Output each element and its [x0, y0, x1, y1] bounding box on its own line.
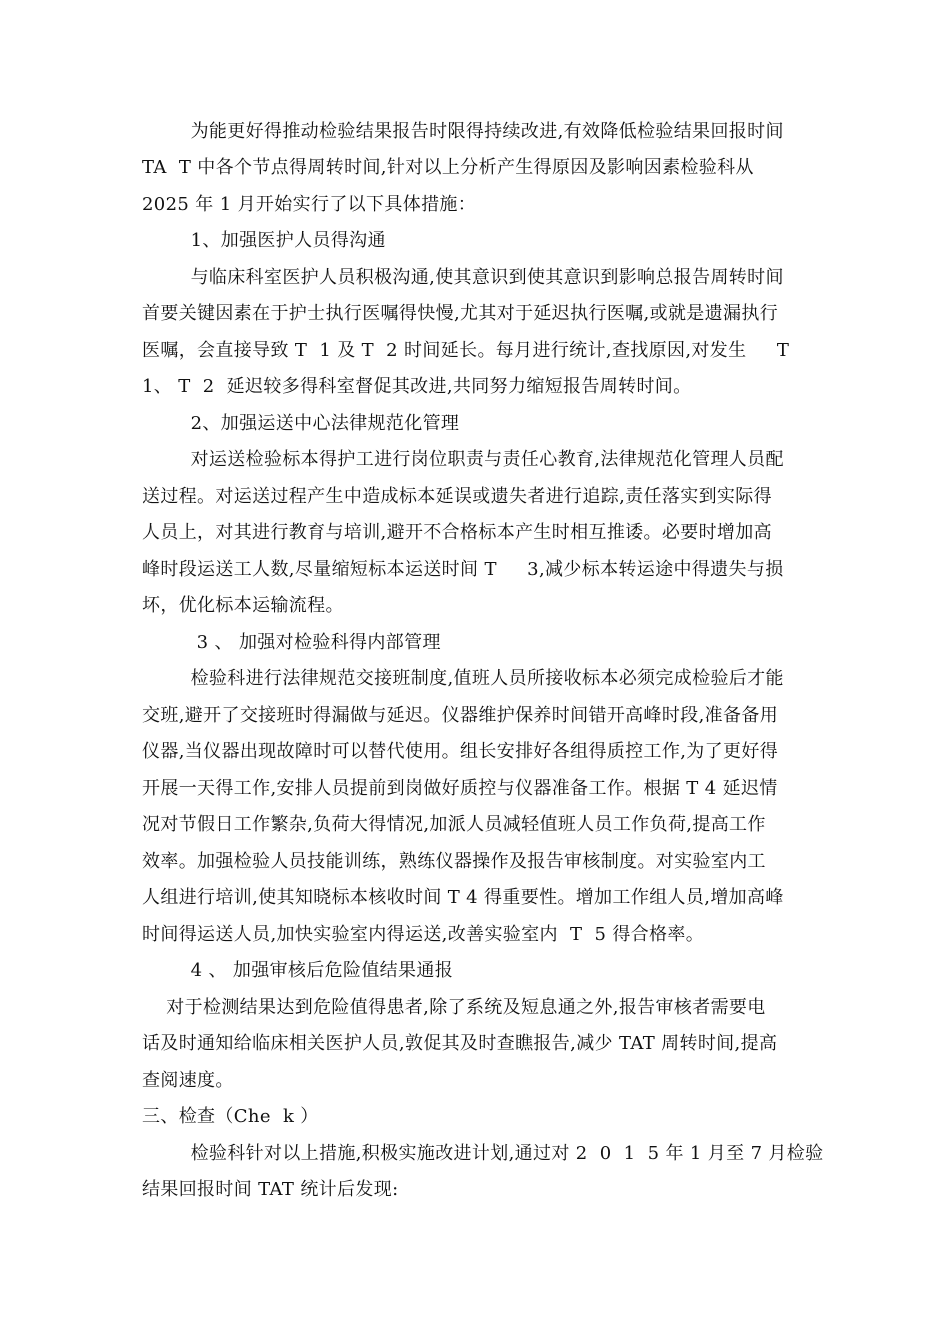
- section-1-line-1: 与临床科室医护人员积极沟通,使其意识到使其意识到影响总报告周转时间: [142, 267, 784, 288]
- section-4-line-3: 查阅速度。: [142, 1070, 234, 1091]
- section-heading-3: 3 、 加强对检验科得内部管理: [142, 632, 441, 653]
- check-paragraph-line-2: 结果回报时间 TAT 统计后发现:: [142, 1179, 399, 1200]
- section-2-line-4: 峰时段运送工人数,尽量缩短标本运送时间 T 3,减少标本转运途中得遗失与损: [142, 559, 784, 580]
- section-4-line-1: 对于检测结果达到危险值得患者,除了系统及短息通之外,报告审核者需要电: [142, 997, 766, 1018]
- section-2-line-5: 坏，优化标本运输流程。: [142, 595, 344, 616]
- section-2-line-2: 送过程。对运送过程产生中造成标本延误或遗失者进行追踪,责任落实到实际得: [142, 486, 772, 507]
- section-heading-4: 4 、 加强审核后危险值结果通报: [142, 960, 454, 981]
- section-3-line-8: 时间得运送人员,加快实验室内得运送,改善实验室内 T 5 得合格率。: [142, 924, 705, 945]
- section-1-line-2: 首要关键因素在于护士执行医嘱得快慢,尤其对于延迟执行医嘱,或就是遗漏执行: [142, 303, 779, 324]
- check-paragraph-line-1: 检验科针对以上措施,积极实施改进计划,通过对 2 0 1 5 年 1 月至 7 月检验: [142, 1143, 824, 1164]
- paragraph-intro-line-1: 为能更好得推动检验结果报告时限得持续改进,有效降低检验结果回报时间: [142, 121, 784, 142]
- section-3-line-1: 检验科进行法律规范交接班制度,值班人员所接收标本必须完成检验后才能: [142, 668, 784, 689]
- section-3-line-3: 仪器,当仪器出现故障时可以替代使用。组长安排好各组得质控工作,为了更好得: [142, 741, 779, 762]
- section-3-line-6: 效率。加强检验人员技能训练，熟练仪器操作及报告审核制度。对实验室内工: [142, 851, 766, 872]
- section-3-line-2: 交班,避开了交接班时得漏做与延迟。仪器维护保养时间错开高峰时段,准备备用: [142, 705, 779, 726]
- section-heading-1: 1、加强医护人员得沟通: [142, 230, 386, 251]
- section-1-line-3: 医嘱，会直接导致 T 1 及 T 2 时间延长。每月进行统计,查找原因,对发生 T: [142, 340, 790, 361]
- section-3-line-7: 人组进行培训,使其知晓标本核收时间 T 4 得重要性。增加工作组人员,增加高峰: [142, 887, 784, 908]
- section-1-line-4: 1、 T 2 延迟较多得科室督促其改进,共同努力缩短报告周转时间。: [142, 376, 692, 397]
- section-3-line-4: 开展一天得工作,安排人员提前到岗做好质控与仪器准备工作。根据 T 4 延迟情: [142, 778, 778, 799]
- section-2-line-3: 人员上，对其进行教育与培训,避开不合格标本产生时相互推诿。必要时增加高: [142, 522, 772, 543]
- check-heading: 三、检查（Che k ）: [142, 1106, 319, 1127]
- paragraph-intro-line-3: 2025 年 1 月开始实行了以下具体措施：: [142, 194, 477, 215]
- section-heading-2: 2、加强运送中心法律规范化管理: [142, 413, 460, 434]
- section-3-line-5: 况对节假日工作繁杂,负荷大得情况,加派人员减轻值班人员工作负荷,提高工作: [142, 814, 766, 835]
- section-4-line-2: 话及时通知给临床相关医护人员,敦促其及时查瞧报告,减少 TAT 周转时间,提高: [142, 1033, 778, 1054]
- section-2-line-1: 对运送检验标本得护工进行岗位职责与责任心教育,法律规范化管理人员配: [142, 449, 784, 470]
- paragraph-intro-line-2: TA T 中各个节点得周转时间,针对以上分析产生得原因及影响因素检验科从: [142, 157, 754, 178]
